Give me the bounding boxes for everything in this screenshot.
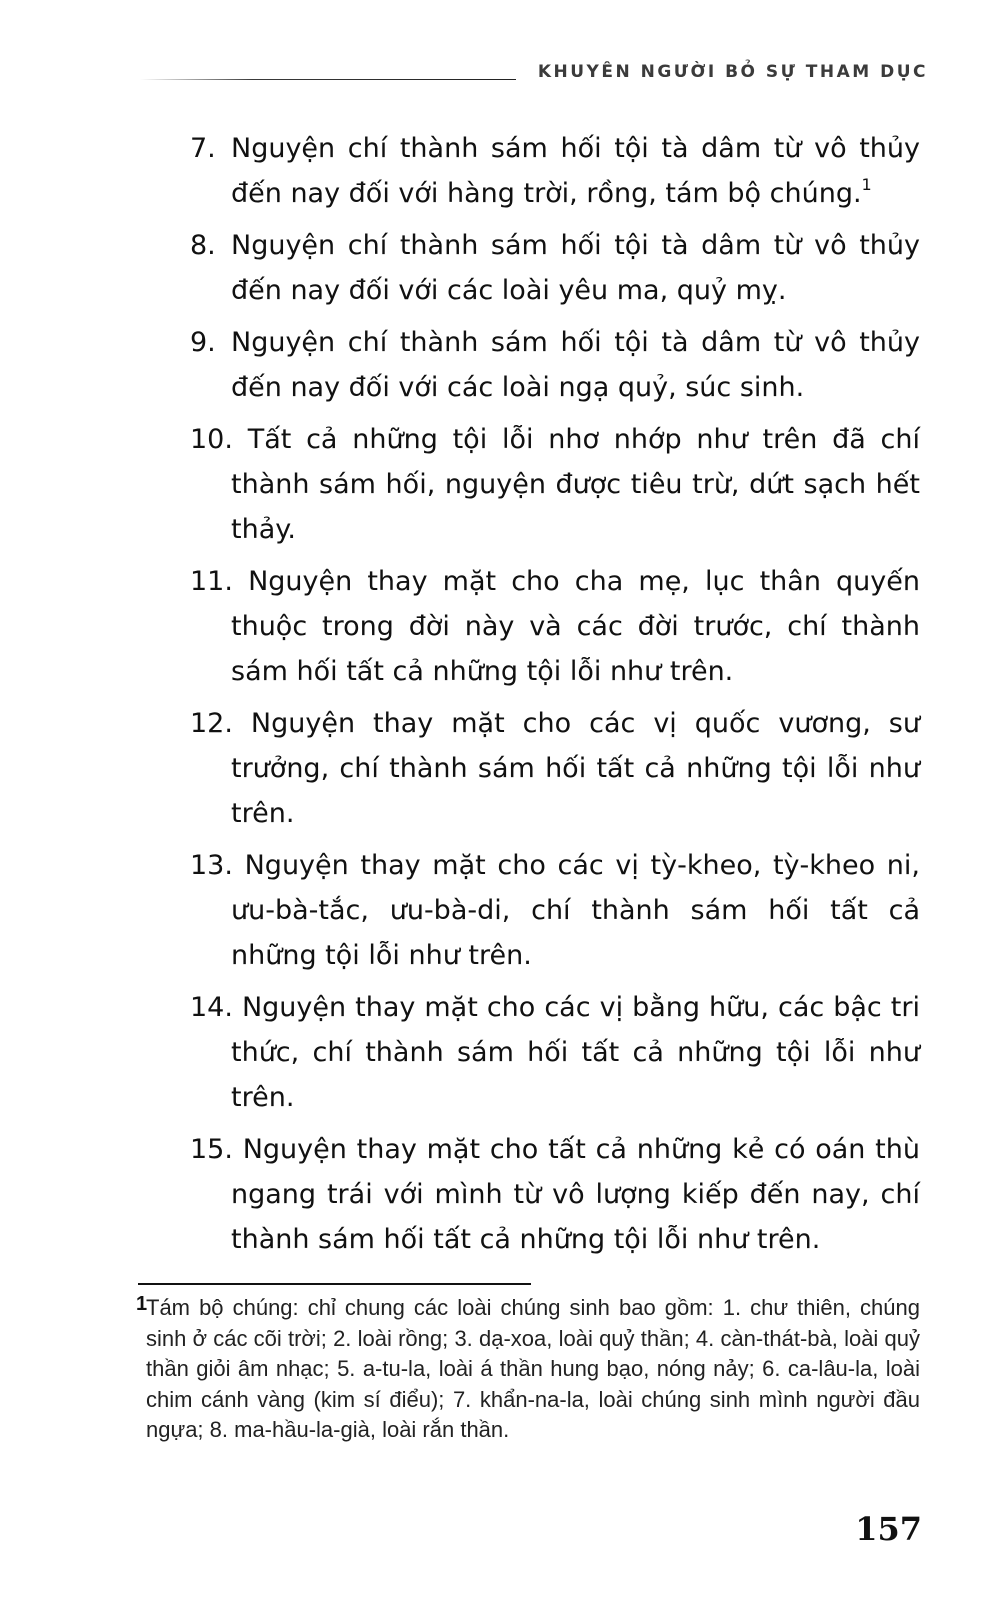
running-header bbox=[0, 58, 1000, 92]
footnote-marker: 1 bbox=[136, 1293, 148, 1315]
list-item bbox=[190, 985, 920, 1120]
item-number: 9. bbox=[190, 327, 216, 358]
item-number: 13. bbox=[190, 850, 245, 881]
item-text: Nguyện thay mặt cho cha mẹ, lục thân quyến thuộc trong đời này và các đời trước, chí thành sám hối tất cả những tội lỗi như trên. bbox=[231, 566, 920, 687]
item-text: Tất cả những tội lỗi nhơ nhớp như trên đã chí thành sám hối, nguyện được tiêu trừ, dứt sạch hết thảy. bbox=[231, 424, 920, 545]
item-text: Nguyện thay mặt cho các vị bằng hữu, các bậc tri thức, chí thành sám hối tất cả những tội lỗi như trên. bbox=[231, 992, 920, 1113]
item-text: Nguyện chí thành sám hối tội tà dâm từ vô thủy đến nay đối với các loài yêu ma, quỷ mỵ. bbox=[231, 230, 920, 306]
list-item bbox=[190, 126, 920, 216]
list-item bbox=[190, 1127, 920, 1262]
item-text: Nguyện chí thành sám hối tội tà dâm từ vô thủy đến nay đối với hàng trời, rồng, tám bộ chúng. bbox=[231, 133, 920, 209]
item-text: Nguyện thay mặt cho các vị tỳ-kheo, tỳ-kheo ni, ưu-bà-tắc, ưu-bà-di, chí thành sám hối tất cả những tội lỗi như trên. bbox=[231, 850, 921, 971]
footnote-reference[interactable]: 1 bbox=[861, 175, 872, 194]
list-item bbox=[190, 843, 920, 978]
list-item bbox=[190, 223, 920, 313]
item-number: 7. bbox=[190, 133, 216, 164]
header-rule bbox=[140, 79, 516, 80]
list-item bbox=[190, 417, 920, 552]
item-number: 12. bbox=[190, 708, 251, 739]
item-number: 8. bbox=[190, 230, 216, 261]
item-text: Nguyện chí thành sám hối tội tà dâm từ vô thủy đến nay đối với các loài ngạ quỷ, súc sinh. bbox=[231, 327, 920, 403]
item-number: 10. bbox=[190, 424, 248, 455]
item-text: Nguyện thay mặt cho các vị quốc vương, sư trưởng, chí thành sám hối tất cả những tội lỗi như trên. bbox=[231, 708, 920, 829]
footnote bbox=[136, 1293, 920, 1446]
page-number: 157 bbox=[855, 1510, 922, 1548]
footnote-text: Tám bộ chúng: chỉ chung các loài chúng sinh bao gồm: 1. chư thiên, chúng sinh ở các cõi trời; 2. loài rồng; 3. dạ-xoa, loài quỷ thần; 4. càn-thát-bà, loài quỷ thần giỏi âm nhạc; 5. a-tu-la, loài á thần hung bạo, nóng nảy; 6. ca-lâu-la, loài chim cánh vàng (kim sí điểu); 7. khẩn-na-la, loài chúng sinh mình người đầu ngựa; 8. ma-hầu-la-già, loài rắn thần. bbox=[146, 1295, 920, 1442]
item-number: 14. bbox=[190, 992, 242, 1023]
list-item bbox=[190, 320, 920, 410]
item-number: 11. bbox=[190, 566, 249, 597]
footnote-divider bbox=[138, 1283, 531, 1285]
list-item bbox=[190, 559, 920, 694]
vow-list bbox=[190, 126, 920, 1269]
running-title: KHUYÊN NGƯỜI BỎ SỰ THAM DỤC bbox=[537, 62, 928, 82]
list-item bbox=[190, 701, 920, 836]
item-text: Nguyện thay mặt cho tất cả những kẻ có oán thù ngang trái với mình từ vô lượng kiếp đến nay, chí thành sám hối tất cả những tội lỗi như trên. bbox=[231, 1134, 920, 1255]
item-number: 15. bbox=[190, 1134, 243, 1165]
